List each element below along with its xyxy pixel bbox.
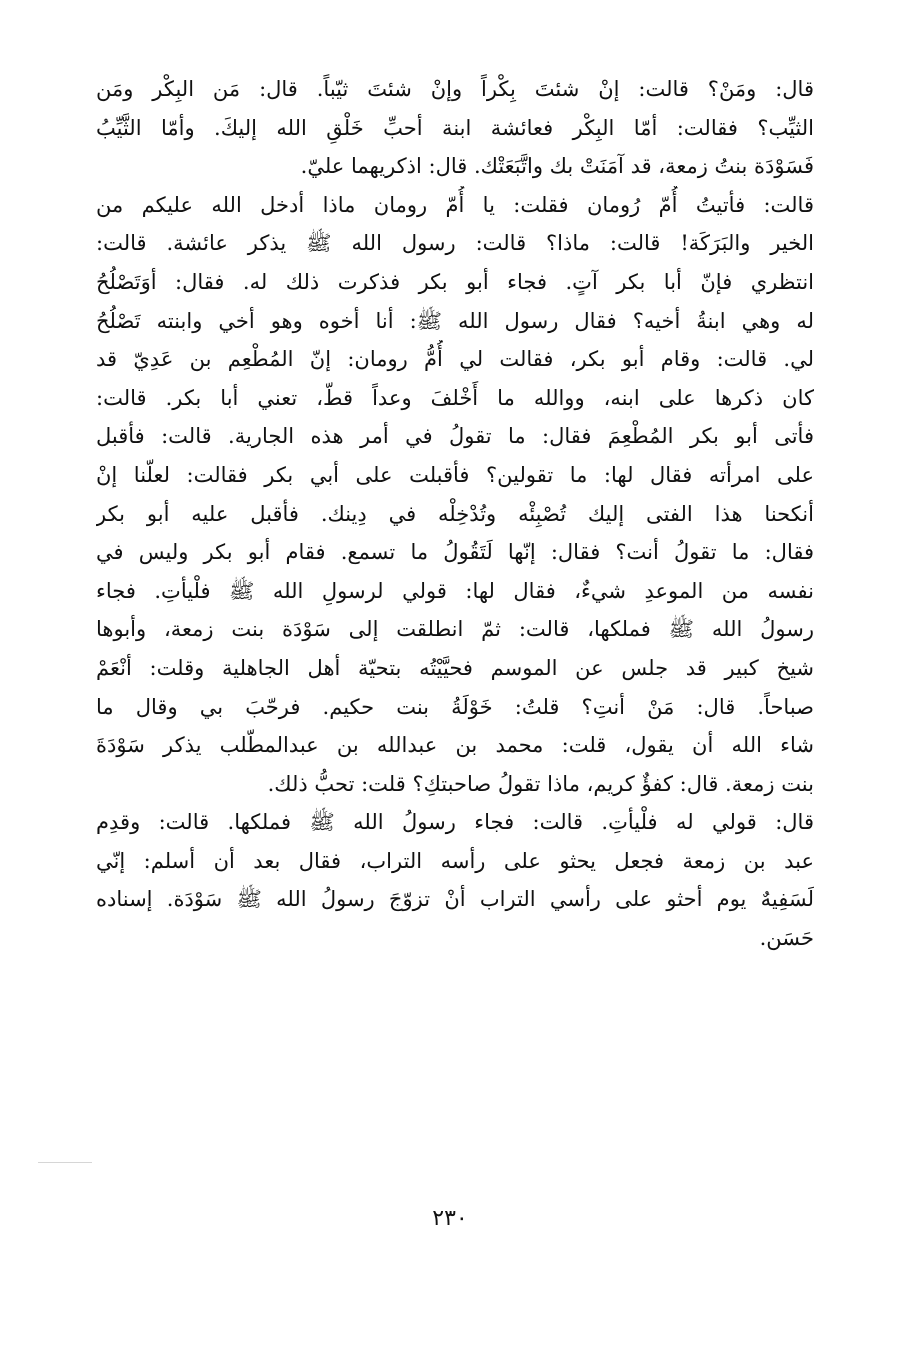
text-line: صباحاً. قال: مَنْ أنتِ؟ قلتُ: خَوْلَةُ بنت حكيم. فرحّبَ بي وقال ما: [96, 694, 814, 719]
page-number: ٢٣٠: [432, 1206, 468, 1231]
text-line: نفسه من الموعدِ شيءٌ، فقال لها: قولي لرسولِ الله ﷺ فلْيأتِ. فجاء: [96, 578, 814, 603]
text-line: لَسَفِيهٌ يوم أحثو على رأسي التراب أنْ تزوّجَ رسولُ الله ﷺ سَوْدَة. إسناده: [96, 887, 814, 912]
text-line: رسولُ الله ﷺ فملكها، قالت: ثمّ انطلقت إلى سَوْدَة بنت زمعة، وأبوها: [96, 617, 814, 642]
text-line: على امرأته فقال لها: ما تقولين؟ فأقبلت على أبي بكر فقالت: لعلّنا إنْ: [96, 462, 814, 487]
text-line: الخير والبَرَكَة! قالت: ماذا؟ قالت: رسول الله ﷺ يذكر عائشة. قالت:: [96, 231, 814, 256]
text-line: أنكحنا هذا الفتى إليك تُصْبِئْه وتُدْخِلْه في دِينك. فأقبل عليه أبو بكر: [96, 501, 814, 526]
text-line: حَسَن.: [759, 926, 814, 951]
scan-divider-mark: [38, 1162, 92, 1163]
text-line: عبد بن زمعة فجعل يحثو على رأسه التراب، فقال بعد أن أسلم: إنّي: [96, 848, 814, 873]
text-line: الثيِّب؟ فقالت: أمّا البِكْر فعائشة ابنة أحبِّ خَلْقِ الله إليكَ. وأمّا الثَّيِّبُ: [96, 115, 814, 140]
text-line: فَسَوْدَة بنتُ زمعة، قد آمَنَتْ بك واتَّبَعَتْك. قال: اذكريهما عليّ.: [300, 154, 814, 179]
text-line: قال: قولي له فلْيأتِ. قالت: فجاء رسولُ الله ﷺ فملكها. قالت: وقدِم: [96, 810, 814, 835]
text-line: لي. قالت: وقام أبو بكر، فقالت لي أُمُّ رومان: إنّ المُطْعِم بن عَدِيّ قد: [96, 347, 814, 372]
text-line: انتظري فإنّ أبا بكر آتٍ. فجاء أبو بكر فذكرت ذلك له. فقال: أوَتَصْلُحُ: [96, 269, 814, 294]
text-line: فقال: ما تقولُ أنت؟ فقال: إنّها لَتَقُولُ ما تسمع. فقام أبو بكر وليس في: [96, 540, 814, 565]
text-line: فأتى أبو بكر المُطْعِمَ فقال: ما تقولُ في أمر هذه الجارية. قالت: فأقبل: [96, 424, 814, 449]
text-line: شاء الله أن يقول، قلت: محمد بن عبدالله بن عبدالمطّلب يذكر سَوْدَةَ: [96, 733, 814, 758]
text-line: قال: ومَنْ؟ قالت: إنْ شئتَ بِكْراً وإنْ شئتَ ثيّباً. قال: مَن البِكْر ومَن: [96, 77, 814, 101]
text-line: بنت زمعة. قال: كفؤٌ كريم، ماذا تقولُ صاحبتكِ؟ قلت: تحبُّ ذلك.: [267, 771, 814, 796]
text-line: شيخ كبير قد جلس عن الموسم فحيَّيْتُه بتحيّة أهل الجاهلية وقلت: أنْعَمْ: [96, 655, 814, 680]
text-line: كان ذكرها على ابنه، ووالله ما أَخْلفَ وعداً قطّ، تعني أبا بكر. قالت:: [96, 385, 814, 410]
text-line: له وهي ابنةُ أخيه؟ فقال رسول الله ﷺ: أنا أخوه وهو أخي وابنته تَصْلُحُ: [96, 308, 814, 333]
body-text: [96, 70, 814, 958]
text-line: قالت: فأتيتُ أُمّ رُومان فقلت: يا أُمّ رومان ماذا أدخل الله عليكم من: [96, 192, 814, 217]
